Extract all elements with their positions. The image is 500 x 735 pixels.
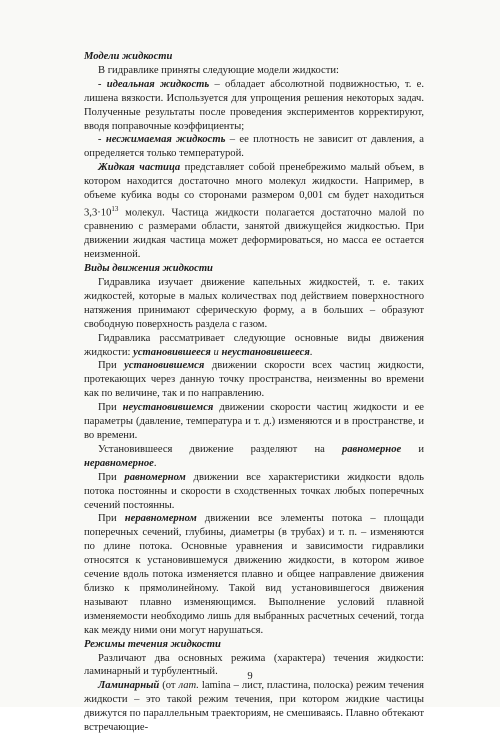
term: равномерное: [341, 443, 402, 455]
term: Ламинарный: [98, 680, 160, 692]
term: установившееся: [133, 346, 211, 358]
heading-fluid-models: Модели жидкости: [84, 51, 173, 62]
term: - идеальная жидкость: [98, 78, 210, 90]
term: неустановившееся: [221, 346, 310, 358]
paragraph: При неустановившемся движении скорости частиц жидкости и ее параметры (давление, температура и т. д.) изменяются и в пространстве, и во времени.: [84, 402, 424, 441]
term: неравномерном: [124, 513, 197, 525]
term: неустановившемся: [122, 402, 214, 414]
paragraph: Гидравлика рассматривает следующие основные виды движения жидкости: установившееся и неустановившееся.: [84, 332, 424, 358]
paragraph: При равномерном движении все характеристики жидкости вдоль потока постоянны и скорости в сходственных точках любых поперечных сечений постоянны.: [84, 471, 424, 511]
paragraph: При неравномерном движении все элементы потока – площади поперечных сечений, глубины, диаметры (в трубах) и т. п. – изменяются по длине потока. Основные уравнения и зависимости гидравлики относятся к установившемуся движению жидкости, в котором живое сечение вдоль потока изменяется плавно и общее направление движения близко к прямолинейному. Такой вид установившегося движения называют плавно изменяющимся. Выполнение условий плавной изменяемости необходимо лишь для выбранных расчетных сечений, тогда как между ними они могут нарушаться.: [84, 513, 424, 636]
term: равномерном: [124, 471, 186, 483]
page-number: 9: [247, 671, 253, 682]
paragraph: Ламинарный (от лат. lamina – лист, пластина, полоска) режим течения жидкости – это такой режим течения, при котором жидкие частицы движутся по параллельным траекториям, не смешиваясь. Плавно обтекают встречающие-: [84, 680, 424, 734]
superscript: 13: [111, 204, 119, 213]
paragraph: Гидравлика изучает движение капельных жидкостей, т. е. таких жидкостей, которые в малых количествах под действием поверхностного натяжения принимают сферическую форму, а в больших – образуют свободную поверхность раздела с газом.: [84, 277, 424, 330]
paragraph: В гидравлике приняты следующие модели жидкости:: [98, 64, 339, 76]
paragraph: - идеальная жидкость – обладает абсолютной подвижностью, т. е. лишена вязкости. Используется для упрощения решения некоторых задач. Полученные результаты после проведения экспериментов корректируют, вводя поправочные коэффициенты;: [84, 78, 424, 132]
page-body: [84, 50, 424, 735]
term: Жидкая частица: [98, 162, 181, 174]
heading-types-of-motion: Виды движения жидкости: [84, 263, 213, 275]
paragraph: - несжимаемая жидкость – ее плотность не зависит от давления, а определяется только температурой.: [84, 134, 425, 160]
paragraph: Различают два основных режима (характера) течения жидкости: ламинарный и турбулентный.: [84, 652, 424, 678]
term: неравномерное: [84, 457, 154, 469]
heading-flow-regimes: Режимы течения жидкости: [84, 638, 221, 650]
term: установившемся: [124, 360, 205, 372]
paragraph: При установившемся движении скорости всех частиц жидкости, протекающих через данную точку пространства, неизменны во времени как по величине, так и по направлению.: [84, 360, 425, 400]
paragraph: Жидкая частица представляет собой пренебрежимо малый объем, в котором находится достаточно много молекул жидкости. Например, в объеме кубика воды со сторонами размером 0,001 см будет находиться $3,3\cdot 10^{13}$ молекул. Частица жидкости полагается достаточно малой по сравнению с размерами области, занятой движущейся жидкостью. При движении жидкая частица может деформироваться, но масса ее остается неизменной.: [84, 162, 425, 261]
term: - несжимаемая жидкость: [98, 134, 226, 146]
paragraph: Установившееся движение разделяют на равномерное и неравномерное.: [84, 443, 424, 469]
